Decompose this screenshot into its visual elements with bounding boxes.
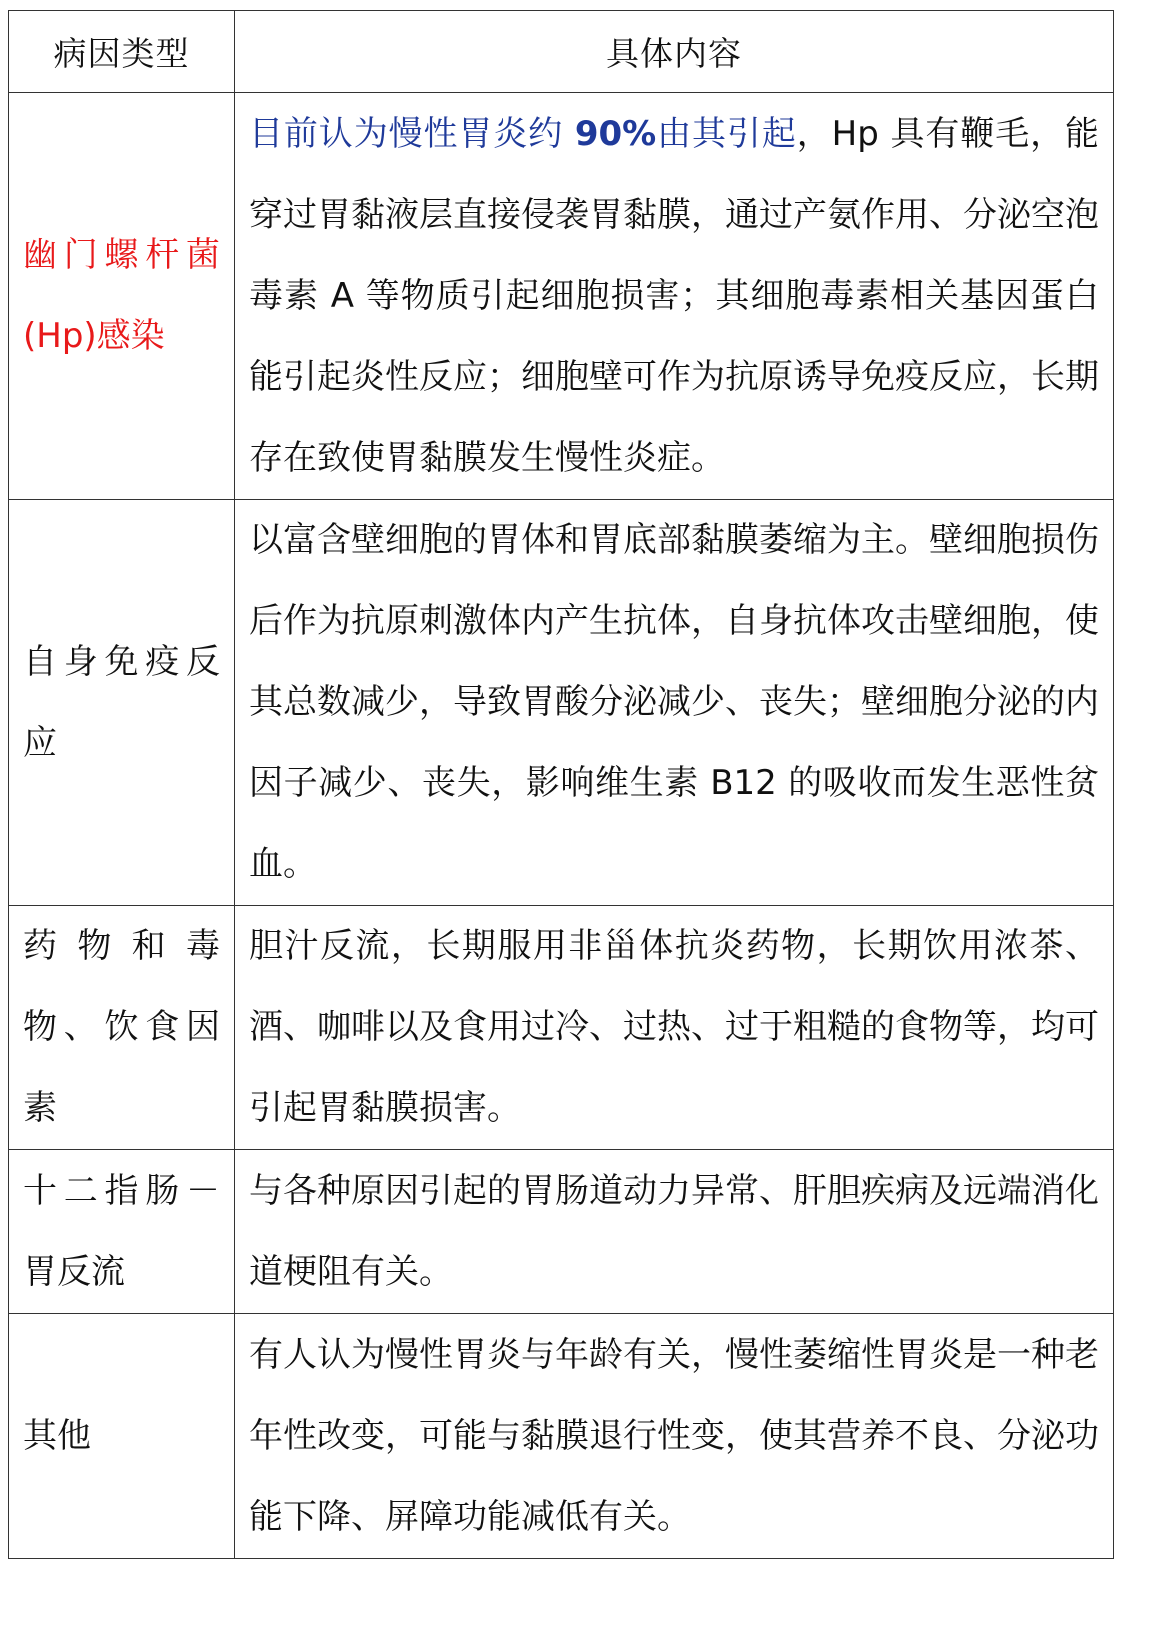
- cause-content: 以富含壁细胞的胃体和胃底部黏膜萎缩为主。壁细胞损伤后作为抗原刺激体内产生抗体，自身抗体攻击壁细胞，使其总数减少，导致胃酸分泌减少、丧失；壁细胞分泌的内因子减少、丧失，影响维生素 B12 的吸收而发生恶性贫血。: [235, 500, 1114, 906]
- etiology-table: [8, 10, 1114, 1559]
- table-row: [9, 1314, 1114, 1559]
- header-row: [9, 11, 1114, 93]
- cause-content: 胆汁反流，长期服用非甾体抗炎药物，长期饮用浓茶、酒、咖啡以及食用过冷、过热、过于粗糙的食物等，均可引起胃黏膜损害。: [235, 906, 1114, 1150]
- cause-type: 十二指肠－胃反流: [9, 1150, 235, 1314]
- table-row: [9, 500, 1114, 906]
- cause-type: 其他: [9, 1314, 235, 1559]
- highlight-text: [249, 114, 797, 154]
- table-row: [9, 1150, 1114, 1314]
- highlight-post: 由其引起: [656, 113, 797, 154]
- header-type: 病因类型: [9, 11, 235, 93]
- table-row: [9, 93, 1114, 500]
- cause-type: 药物和毒物、饮食因素: [9, 906, 235, 1150]
- cause-type: 幽门螺杆菌(Hp)感染: [9, 93, 235, 500]
- highlight-percent: 90%: [574, 113, 657, 154]
- cause-content: [235, 93, 1114, 500]
- content-rest: ，Hp 具有鞭毛，能穿过胃黏液层直接侵袭胃黏膜，通过产氨作用、分泌空泡毒素 A 等物质引起细胞损害；其细胞毒素相关基因蛋白能引起炎性反应；细胞壁可作为抗原诱导免疫反应，长期存在致使胃黏膜发生慢性炎症。: [249, 113, 1099, 478]
- highlight-pre: 目前认为慢性胃炎约: [249, 113, 575, 154]
- cause-type: 自身免疫反应: [9, 500, 235, 906]
- header-content: 具体内容: [235, 11, 1114, 93]
- cause-content: 有人认为慢性胃炎与年龄有关，慢性萎缩性胃炎是一种老年性改变，可能与黏膜退行性变，使其营养不良、分泌功能下降、屏障功能减低有关。: [235, 1314, 1114, 1559]
- table-row: [9, 906, 1114, 1150]
- cause-content: 与各种原因引起的胃肠道动力异常、肝胆疾病及远端消化道梗阻有关。: [235, 1150, 1114, 1314]
